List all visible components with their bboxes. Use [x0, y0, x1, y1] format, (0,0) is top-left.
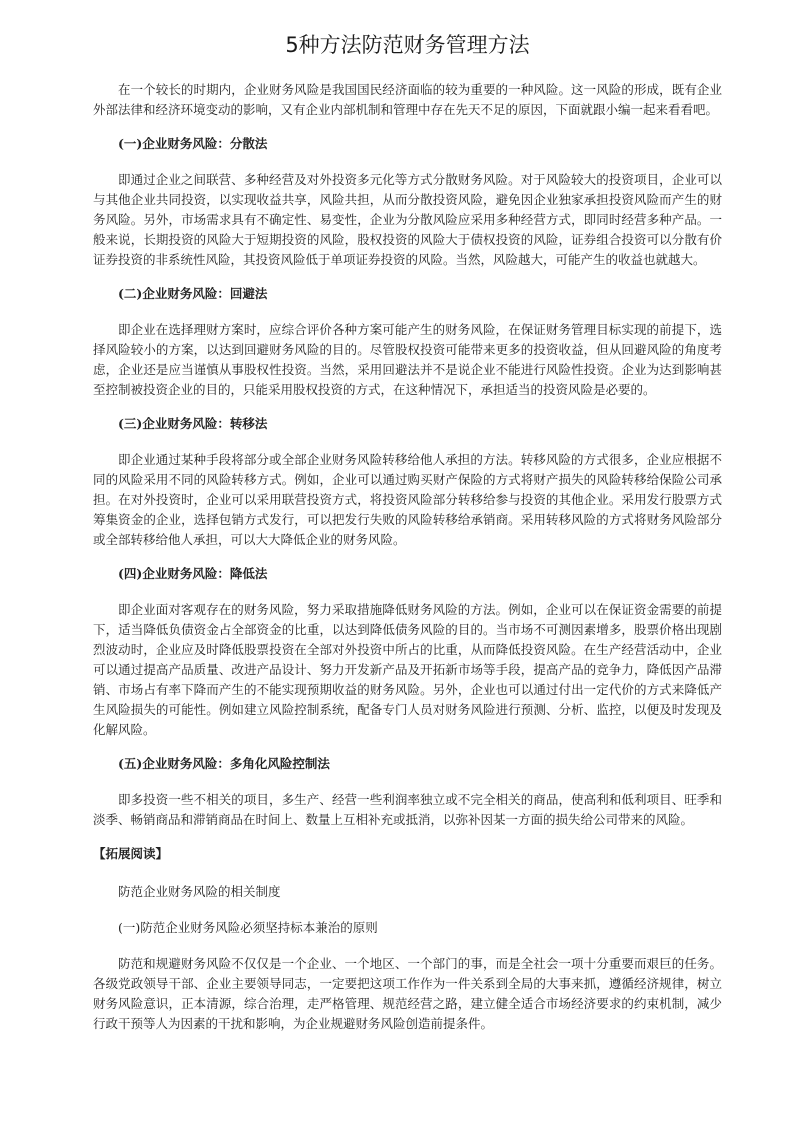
section-body-4: 即企业面对客观存在的财务风险，努力采取措施降低财务风险的方法。例如，企业可以在保证资金需要的前提下，适当降低负债资金占全部资金的比重，以达到降低债务风险的目的。当市场不可测因素增多，股票价格出现剧烈波动时，企业应及时降低股票投资在全部对外投资中所占的比重，从而降低投资风险。在生产经营活动中，企业可以通过提高产品质量、改进产品设计、努力开发新产品及开拓新市场等手段，提高产品的竞争力，降低因产品滞销、市场占有率下降而产生的不能实现预期收益的财务风险。另外，企业也可以通过付出一定代价的方式来降低产生风险损失的可能性。例如建立风险控制系统，配备专门人员对财务风险进行预测、分析、监控，以便及时发现及化解风险。	[93, 602, 722, 737]
extended-reading-label: 【拓展阅读】	[93, 846, 169, 861]
section-heading-3: (三)企业财务风险：转移法	[118, 416, 268, 431]
section-heading-1: (一)企业财务风险：分散法	[118, 136, 268, 151]
section-heading-2: (二)企业财务风险：回避法	[118, 286, 268, 301]
section-body-3: 即企业通过某种手段将部分或全部企业财务风险转移给他人承担的方法。转移风险的方式很多，企业应根据不同的风险采用不同的风险转移方式。例如，企业可以通过购买财产保险的方式将财产损失的风险转移给保险公司承担。在对外投资时，企业可以采用联营投资方式，将投资风险部分转移给参与投资的其他企业。采用发行股票方式筹集资金的企业，选择包销方式发行，可以把发行失败的风险转移给承销商。采用转移风险的方式将财务风险部分或全部转移给他人承担，可以大大降低企业的财务风险。	[93, 452, 722, 547]
section-body-5: 即多投资一些不相关的项目，多生产、经营一些利润率独立或不完全相关的商品，使高利和低利项目、旺季和淡季、畅销商品和滞销商品在时间上、数量上互相补充或抵消，以弥补因某一方面的损失给公司带来的风险。	[93, 792, 722, 827]
extended-reading-topic: 防范企业财务风险的相关制度	[118, 884, 281, 899]
page-title: 5种方法防范财务管理方法	[285, 33, 530, 57]
section-heading-4: (四)企业财务风险：降低法	[118, 566, 268, 581]
section-body-2: 即企业在选择理财方案时，应综合评价各种方案可能产生的财务风险，在保证财务管理目标实现的前提下，选择风险较小的方案，以达到回避财务风险的目的。尽管股权投资可能带来更多的投资收益，但从回避风险的角度考虑，企业还是应当谨慎从事股权性投资。当然，采用回避法并不是说企业不能进行风险性投资。企业为达到影响甚至控制被投资企业的目的，只能采用股权投资的方式，在这种情况下，承担适当的投资风险是必要的。	[93, 322, 722, 397]
section-body-1: 即通过企业之间联营、多种经营及对外投资多元化等方式分散财务风险。对于风险较大的投资项目，企业可以与其他企业共同投资，以实现收益共享，风险共担，从而分散投资风险，避免因企业独家承担投资风险而产生的财务风险。另外，市场需求具有不确定性、易变性，企业为分散风险应采用多种经营方式，即同时经营多种产品。一般来说，长期投资的风险大于短期投资的风险，股权投资的风险大于债权投资的风险，证券组合投资可以分散有价证券投资的非系统性风险，其投资风险低于单项证券投资的风险。当然，风险越大，可能产生的收益也就越大。	[93, 172, 722, 267]
extended-reading-principle: (一)防范企业财务风险必须坚持标本兼治的原则	[118, 920, 378, 935]
extended-reading-body: 防范和规避财务风险不仅仅是一个企业、一个地区、一个部门的事，而是全社会一项十分重要而艰巨的任务。各级党政领导干部、企业主要领导同志，一定要把这项工作作为一件关系到全局的大事来抓，遵循经济规律，树立财务风险意识，正本清源，综合治理，走严格管理、规范经营之路，建立健全适合市场经济要求的约束机制，减少行政干预等人为因素的干扰和影响，为企业规避财务风险创造前提条件。	[93, 956, 722, 1031]
section-heading-5: (五)企业财务风险：多角化风险控制法	[118, 756, 330, 771]
intro-paragraph: 在一个较长的时期内，企业财务风险是我国国民经济面临的较为重要的一种风险。这一风险的形成，既有企业外部法律和经济环境变动的影响，又有企业内部机制和管理中存在先天不足的原因，下面就跟小编一起来看看吧。	[93, 82, 722, 117]
